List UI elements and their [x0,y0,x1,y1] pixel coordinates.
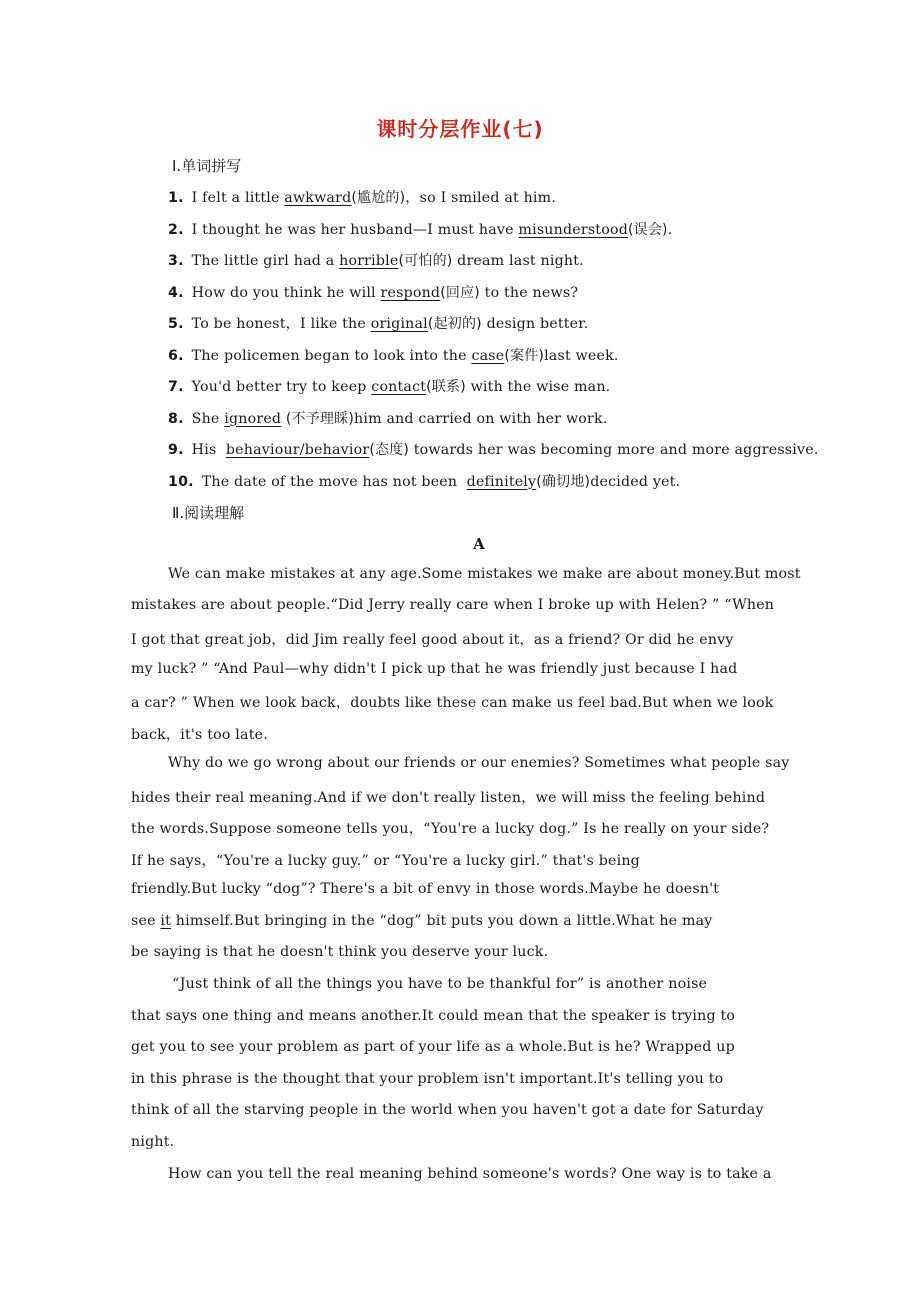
passage-line: my luck? ” “And Paul—why didn't I pick up that he was friendly just because I had [131,661,738,677]
item-text-before: You'd better try to keep [191,379,372,395]
passage-line: Why do we go wrong about our friends or our enemies? Sometimes what people say [168,755,790,771]
item-text-after: decided yet. [590,473,681,490]
item-number: 4. [168,284,184,301]
spelling-item [168,408,608,428]
passage-line: that says one thing and means another.It could mean that the speaker is trying to [131,1008,736,1024]
chinese-hint: (误会) [627,221,668,238]
passage-line-rest: himself.But bringing in the “dog” bit puts you down a little.What he may [175,913,713,929]
passage-line: If he says，“You're a lucky guy.” or “You're a lucky girl.” that's being [131,853,640,869]
chinese-hint: (态度) [369,442,410,458]
item-text-before: She [191,410,225,427]
passage-line: mistakes are about people.“Did Jerry really care when I broke up with Helen? ” “When [131,597,775,613]
answer-word: misunderstood [518,221,628,238]
passage-line: be saying is that he doesn't think you deserve your luck. [131,944,549,960]
answer-word: original [370,316,428,332]
spelling-item [168,187,556,207]
item-text-after: . [667,221,673,238]
chinese-hint: (回应) [440,284,480,301]
chinese-hint: (可怕的) [398,253,453,269]
item-text-before: The policemen began to look into the [191,347,472,364]
passage-line: How can you tell the real meaning behind someone's words? One way is to take a [168,1166,772,1182]
spelling-item [168,313,588,333]
passage-line: think of all the starving people in the world when you haven't got a date for Saturday [131,1102,764,1118]
item-number: 3. [168,253,184,269]
item-text-before: I felt a little [191,190,285,206]
passage-line: I got that great job，did Jim really feel good about it，as a friend? Or did he envy [131,632,734,648]
item-number: 6. [168,347,184,364]
section-heading-reading: Ⅱ.阅读理解 [172,504,245,522]
item-text-after: last week. [544,347,619,364]
passage-line: the words.Suppose someone tells you，“You're a lucky dog.” Is he really on your side? [131,821,770,837]
answer-word: contact [371,379,427,395]
passage-line: friendly.But lucky “dog”? There's a bit of envy in those words.Maybe he doesn't [131,881,720,897]
underlined-word: it [160,913,172,929]
passage-label: A [473,535,485,553]
item-text-after: towards her was becoming more and more aggressive. [409,442,819,458]
item-text-after: to the news? [479,284,579,301]
item-text-after: dream last night. [452,253,584,269]
passage-word: see [131,913,156,929]
item-text-before: The date of the move has not been [201,473,467,490]
section-heading-spelling: Ⅰ.单词拼写 [172,157,242,175]
answer-word: behaviour/behavior [225,442,370,458]
answer-word: awkward [284,190,352,206]
answer-word: case [471,347,505,364]
spelling-item [168,439,819,459]
item-number: 1. [168,190,184,206]
item-number: 5. [168,316,184,332]
spelling-item [168,250,584,270]
chinese-hint: (尴尬的) [351,190,406,206]
spelling-item [168,219,672,239]
item-number: 7. [168,379,184,395]
chinese-hint: (不予理睬) [281,410,354,427]
spelling-item [168,376,610,396]
answer-word: definitely [466,473,537,490]
item-text-before: I thought he was her husband—I must have [191,221,519,238]
item-number: 9. [168,442,184,458]
passage-line: “Just think of all the things you have to be thankful for” is another noise [172,976,708,992]
answer-word: horrible [339,253,399,269]
answer-word: ignored [224,410,282,427]
page-title: 课时分层作业(七) [376,117,544,141]
passage-line: a car? ” When we look back，doubts like these can make us feel bad.But when we look [131,695,774,711]
chinese-hint: (案件) [504,347,545,364]
answer-word: respond [380,284,441,301]
passage-line: We can make mistakes at any age.Some mistakes we make are about money.But most [168,566,801,582]
passage-line: in this phrase is the thought that your problem isn't important.It's telling you to [131,1071,724,1087]
item-number: 8. [168,410,184,427]
chinese-hint: (起初的) [427,316,482,332]
spelling-item [168,471,680,491]
chinese-hint: (确切地) [536,473,591,490]
spelling-item [168,345,619,365]
item-text-after: ，so I smiled at him. [405,190,557,206]
passage-line: back，it's too late. [131,727,268,743]
passage-line: get you to see your problem as part of your life as a whole.But is he? Wrapped up [131,1039,735,1055]
passage-line: night. [131,1134,175,1150]
chinese-hint: (联系) [426,379,466,395]
item-text-before: To be honest，I like the [191,316,371,332]
item-text-after: with the wise man. [465,379,611,395]
item-text-before: How do you think he will [191,284,381,301]
passage-line: hides their real meaning.And if we don't really listen，we will miss the feeling behind [131,790,766,806]
item-text-before: His [191,442,226,458]
item-text-before: The little girl had a [191,253,340,269]
passage-line [131,913,712,929]
item-number: 10. [168,473,194,490]
item-number: 2. [168,221,184,238]
item-text-after: design better. [481,316,589,332]
spelling-item [168,282,578,302]
item-text-after: him and carried on with her work. [354,410,608,427]
